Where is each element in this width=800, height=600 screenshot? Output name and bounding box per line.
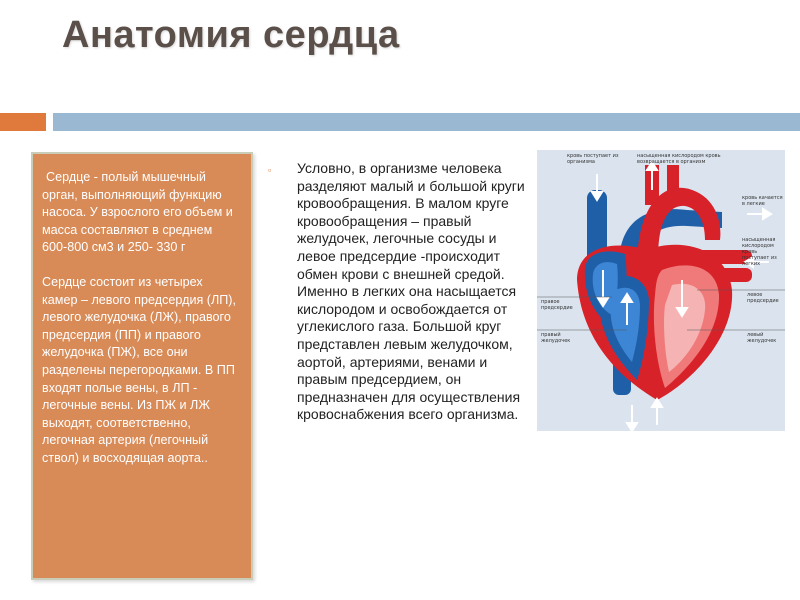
definition-paragraph: Сердце - полый мышечный орган, выполняющий функцию насоса. У взрослого его объем и масса составляют в среднем 600-800 см3 и 250- 330 г — [42, 170, 233, 255]
label-right-1: кровь качается в легкие — [742, 195, 783, 207]
heart-diagram — [537, 150, 785, 431]
slide-title: Анатомия сердца — [62, 14, 400, 56]
chambers-paragraph: Сердце состоит из четырех камер – левого предсердия (ЛП), левого желудочка (ЛЖ), правого предсердия (ПП) и правого желудочка (ПЖ), все они разделены перегородками. В ПП входят полые вены, в ЛП - легочные вены. Из ПЖ и ЛЖ выходят, соответственно, легочная артерия (легочный ствол) и восходящая аорта.. — [42, 274, 237, 465]
label-right-4: левый желудочек — [747, 332, 777, 344]
label-left-2: правый желудочек — [541, 332, 571, 344]
header-band-accent — [0, 113, 46, 131]
bullet-icon: ▫ — [268, 165, 272, 175]
label-right-2: насыщенная кислородом кровь поступает из легких — [742, 237, 777, 267]
header-band — [53, 113, 800, 131]
label-right-3: левое предсердие — [747, 292, 779, 304]
definition-box — [31, 152, 253, 580]
heart-illustration — [537, 150, 785, 431]
label-top-left: кровь поступает из организма — [567, 153, 619, 165]
circulation-text: Условно, в организме человека разделяют малый и большой круги кровообращения. В малом круге кровообращения – правый желудочек, легочные сосуды и левое предсердие -происходит обмен крови с внешней средой. Именно в легких она насыщается кислородом и освобождается от углекислого газа. Большой круг представлен левым желудочком, аортой, артериями, венами и правым предсердием, он предназначен для осуществления кровоснабжения всего организма. — [297, 160, 525, 423]
label-left-1: правое предсердие — [541, 299, 573, 311]
label-top-center: насыщенная кислородом кровь возвращается в организм — [637, 153, 721, 165]
